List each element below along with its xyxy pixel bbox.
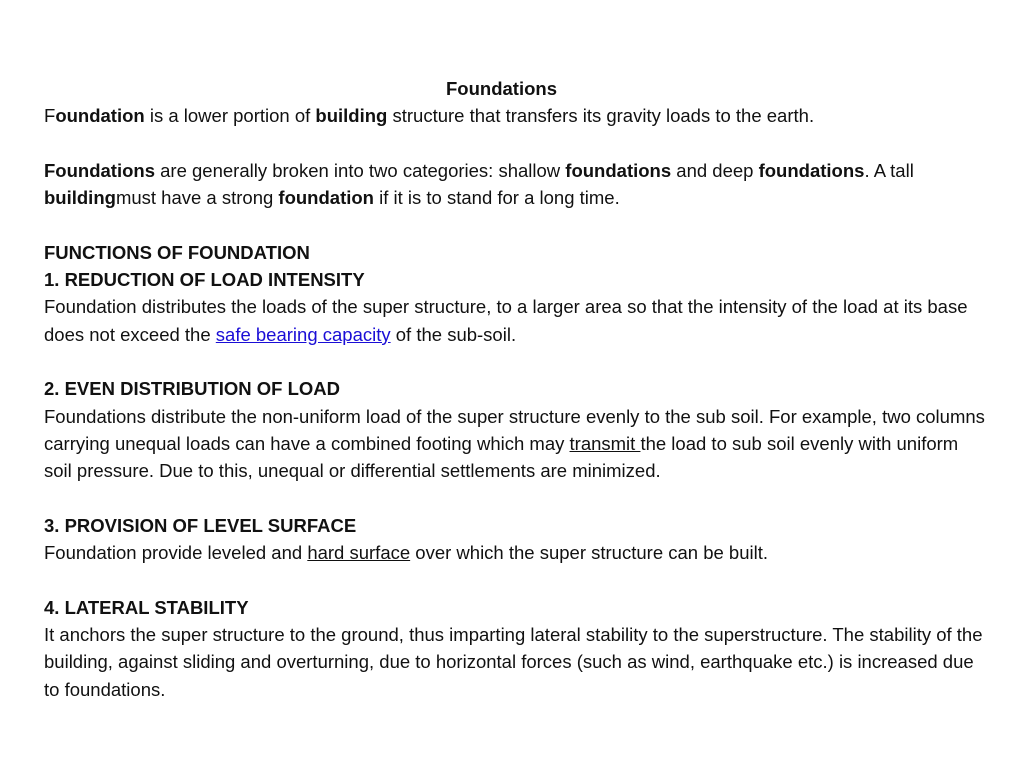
- text-span: the load to sub soil evenly with uniform soil pressure. Due to this, unequal or differential settlements are minimized.: [44, 432, 959, 482]
- blank-line: [44, 130, 989, 157]
- text-span: over which the super structure can be built.: [410, 542, 769, 564]
- bold-term: foundations: [758, 159, 865, 181]
- section-heading-1: 1. REDUCTION OF LOAD INTENSITY: [44, 269, 365, 291]
- bold-term: foundations: [565, 159, 672, 181]
- bold-term: building: [44, 187, 116, 209]
- text-span: It anchors the super structure to the ground, thus imparting lateral stability to the superstructure. The stability of the building, against sliding and overturning, due to horizontal forces (such as wind, earthquake etc.) is increased due to foundations.: [44, 623, 983, 700]
- intro-paragraph-1: [44, 102, 989, 129]
- text-span: F: [44, 105, 56, 127]
- section-body-2: [44, 403, 989, 485]
- blank-line: [44, 484, 989, 511]
- bold-term: foundation: [278, 187, 374, 209]
- underlined-text: hard surface: [307, 542, 411, 564]
- text-span: Foundations distribute the non-uniform load of the super structure evenly to the sub soil. For example, two columns carrying unequal loads can have a combined footing which may: [44, 405, 985, 454]
- page-title: Foundations: [446, 78, 557, 99]
- text-span: and deep: [671, 159, 759, 181]
- blank-line: [44, 211, 989, 238]
- text-span: Foundation distributes the loads of the super structure, to a larger area so that the intensity of the load at its base does not exceed the: [44, 296, 968, 345]
- text-span: structure that transfers its gravity loads to the earth.: [387, 105, 815, 127]
- text-span: are generally broken into two categories: shallow: [154, 159, 566, 181]
- section-body-3: [44, 539, 989, 566]
- underlined-text: transmit: [569, 432, 641, 454]
- safe-bearing-capacity-link[interactable]: safe bearing capacity: [215, 323, 391, 345]
- bold-term: oundation: [55, 105, 145, 127]
- section-heading-3: 3. PROVISION OF LEVEL SURFACE: [44, 514, 357, 536]
- text-span: if it is to stand for a long time.: [373, 187, 620, 209]
- bold-term: building: [315, 105, 388, 127]
- text-span: must have a strong: [115, 187, 279, 209]
- section-body-4: [44, 621, 989, 703]
- text-span: is a lower portion of: [144, 105, 316, 127]
- slide-content: [44, 75, 989, 703]
- text-span: of the sub-soil.: [390, 323, 517, 345]
- blank-line: [44, 566, 989, 593]
- text-span: . A tall: [864, 159, 914, 181]
- intro-paragraph-2: [44, 157, 989, 212]
- bold-term: Foundations: [44, 159, 155, 181]
- blank-line: [44, 348, 989, 375]
- functions-heading: FUNCTIONS OF FOUNDATION: [44, 241, 310, 263]
- text-span: Foundation provide leveled and: [44, 542, 308, 564]
- section-heading-2: 2. EVEN DISTRIBUTION OF LOAD: [44, 378, 341, 400]
- section-body-1: [44, 293, 989, 348]
- section-heading-4: 4. LATERAL STABILITY: [44, 596, 249, 618]
